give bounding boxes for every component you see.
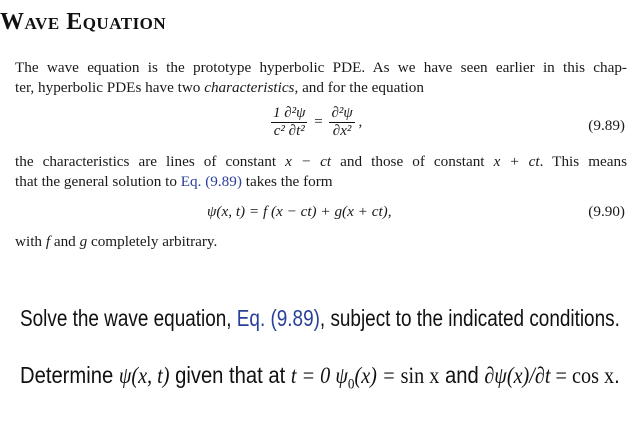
math-psi-xt: ψ(x, t) <box>118 363 170 388</box>
paragraph-characteristics <box>15 152 627 192</box>
text: . This means <box>539 153 628 170</box>
section-heading: Wave Equation <box>0 9 167 35</box>
characteristics-line-2 <box>15 172 627 192</box>
text: with <box>15 233 46 250</box>
equation-9-90 <box>15 203 627 225</box>
equation-number-9-90: (9.90) <box>588 203 625 220</box>
lhs-numerator: 1 ∂²ψ <box>273 105 306 121</box>
intro-line-2 <box>15 78 627 98</box>
text: Solve the wave equation, <box>20 305 237 331</box>
problem-statement <box>20 305 620 332</box>
rhs-denominator: ∂x² <box>332 123 352 139</box>
equation-link-9-89[interactable]: Eq. (9.89) <box>180 173 242 190</box>
text: and <box>439 362 485 388</box>
paragraph-arbitrary <box>15 232 627 252</box>
math-t-zero-psi: t = 0 ψ <box>290 363 348 388</box>
text: and those of constant <box>331 153 494 170</box>
text: completely arbitrary. <box>87 233 218 250</box>
wave-equation-formula <box>271 105 362 140</box>
text: Determine <box>20 362 119 388</box>
lhs-fraction <box>271 105 307 140</box>
paragraph-intro <box>15 58 627 98</box>
intro-text: ter, hyperbolic PDEs have two <box>15 79 205 96</box>
intro-line-1: The wave equation is the prototype hyperbolic PDE. As we have seen earlier in this chap- <box>15 59 627 76</box>
math-g: g <box>79 233 88 250</box>
math-of-x-equals: (x) = <box>354 363 401 388</box>
general-solution-formula: ψ(x, t) = f (x − ct) + g(x + ct), <box>207 203 392 220</box>
math-x-plus-ct: x + ct <box>493 153 540 170</box>
intro-text-end: , and for the equation <box>294 79 424 96</box>
text: given that at <box>169 362 291 388</box>
lhs-denominator: c² ∂t² <box>273 123 305 139</box>
rhs-fraction <box>329 105 354 140</box>
math-equals: = <box>550 363 572 388</box>
math-dpsi-dt: ∂ψ(x)/∂t <box>484 363 551 388</box>
text: that the general solution to <box>15 173 181 190</box>
characteristics-line-1 <box>15 152 627 172</box>
text: the characteristics are lines of constant <box>15 153 286 170</box>
equation-number-9-89: (9.89) <box>588 117 625 134</box>
text: , subject to the indicated conditions. <box>319 305 620 331</box>
math-f: f <box>45 233 51 250</box>
math-cos-x: cos x <box>571 363 615 388</box>
rhs-numerator: ∂²ψ <box>331 105 353 121</box>
math-x-minus-ct: x − ct <box>285 153 332 170</box>
equation-9-89 <box>15 105 627 145</box>
math-sin-x: sin x <box>400 363 440 388</box>
math-subscript-zero: 0 <box>347 376 355 393</box>
text: . <box>614 362 620 388</box>
text: and <box>50 233 80 250</box>
characteristics-term: characteristics <box>204 79 295 96</box>
equation-comma: , <box>358 113 363 130</box>
text: takes the form <box>241 173 333 190</box>
equals-sign: = <box>314 113 323 130</box>
problem-task <box>20 362 620 394</box>
problem-equation-link[interactable]: Eq. (9.89) <box>236 305 320 331</box>
